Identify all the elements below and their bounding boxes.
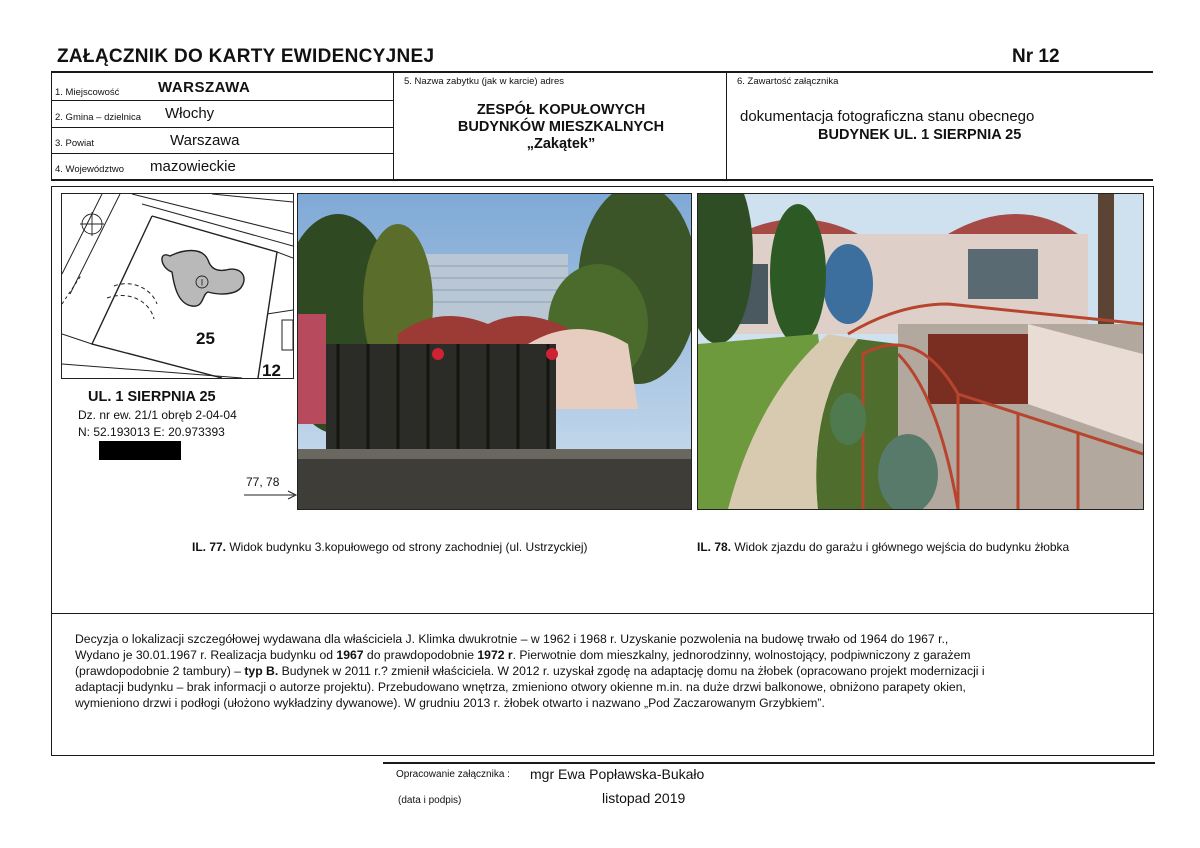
grid-line [393,73,394,180]
description-line-3 [75,663,1145,679]
coordinates: N: 52.193013 E: 20.973393 [78,425,225,439]
contents-line-2: BUDYNEK UL. 1 SIERPNIA 25 [818,127,1022,143]
description-line-2-c: do prawdopodobnie [363,648,478,662]
locality-value: WARSZAWA [158,79,251,96]
description-line-2 [75,647,1145,663]
description-line-1: Decyzja o lokalizacji szczegółowej wydawana dla właściciela J. Klimka dwukrotnie – w 1962 i 1968 r. Uzyskanie pozwolenia na budowę trwało od 1964 do 1967 r., [75,632,949,646]
grid-line [51,153,393,154]
history-description [75,631,1145,711]
caption-77-number: IL. 77. [192,540,227,554]
neighbor-plot-number: 12 [262,361,281,378]
contents-line-1: dokumentacja fotograficzna stanu obecnego [740,108,1035,125]
monument-name-line-1: ZESPÓŁ KOPUŁOWYCH [476,102,646,118]
description-line-2-e: . Pierwotnie dom mieszkalny, jednorodzinny, wolnostojący, podpiwniczony z garażem [512,648,971,662]
cadastral-map-drawing [62,194,293,378]
description-line-2-d: 1972 r [477,648,513,662]
caption-78-number: IL. 78. [697,540,732,554]
photo-77-image [298,194,691,509]
parcel-info: Dz. nr ew. 21/1 obręb 2-04-04 [78,408,237,422]
photo-78 [697,193,1144,510]
monument-name-line-2: BUDYNKÓW MIESZKALNYCH [457,119,665,135]
footer-rule [383,762,1155,764]
voivodeship-label: 4. Województwo [55,164,124,175]
county-label: 3. Powiat [55,138,95,149]
grid-line [51,179,1153,181]
signature-label: (data i podpis) [398,795,462,806]
prepared-by-value: mgr Ewa Popławska-Bukało [530,766,705,782]
photo-direction-label: 77, 78 [246,475,280,489]
description-line-4: adaptacji budynku – brak informacji o autorze projektu). Przebudowano wnętrza, zmieniono otwory okienne m.in. na duże drzwi balkonowe, obniżono parapety okien, [75,680,966,694]
photo-78-image [698,194,1143,509]
grid-line [726,73,727,180]
attachment-number: Nr 12 [1012,46,1060,67]
redaction-bar [99,441,181,460]
grid-line [51,100,393,101]
caption-78 [697,540,1069,554]
county-value: Warszawa [170,132,240,149]
description-line-3-b: typ B. [244,664,279,678]
locality-label: 1. Miejscowość [55,87,120,98]
district-value: Włochy [165,105,215,122]
arrow-right-icon [244,488,300,502]
caption-77-text: Widok budynku 3.kopułowego od strony zachodniej (ul. Ustrzyckiej) [229,540,588,554]
description-line-2-a: Wydano je 30.01.1967 r. Realizacja budynku od [75,648,337,662]
signature-date: listopad 2019 [602,790,686,806]
description-line-2-b: 1967 [336,648,364,662]
plot-number: 25 [196,329,215,348]
address: UL. 1 SIERPNIA 25 [88,389,216,405]
grid-line [51,127,393,128]
caption-78-text: Widok zjazdu do garażu i głównego wejścia do budynku żłobka [734,540,1070,554]
description-line-5: wymieniono drzwi i podłogi (ułożono wykładziny dywanowe). W grudniu 2013 r. żłobek otwarto i nazwano „Pod Zaczarowanym Grzybkiem”. [75,696,825,710]
building-marker: I [200,277,204,288]
voivodeship-value: mazowieckie [150,158,236,175]
monument-label: 5. Nazwa zabytku (jak w karcie) adres [404,76,564,87]
monument-name-line-3: „Zakątek” [526,136,596,152]
photo-77 [297,193,692,510]
description-line-3-a: (prawdopodobnie 2 tambury) – [75,664,245,678]
prepared-by-label: Opracowanie załącznika : [396,769,510,780]
cadastral-map [61,193,294,379]
header-rule [51,71,1153,73]
district-label: 2. Gmina – dzielnica [55,112,142,123]
monument-name [396,102,726,153]
document-title: ZAŁĄCZNIK DO KARTY EWIDENCYJNEJ [57,46,435,67]
caption-77 [192,540,588,554]
description-line-3-c: Budynek w 2011 r.? zmienił właściciela. W 2012 r. uzyskał zgodę na adaptację domu na żłobek (opracowano projekt modernizacji i [278,664,985,678]
contents-label: 6. Zawartość załącznika [737,76,839,87]
